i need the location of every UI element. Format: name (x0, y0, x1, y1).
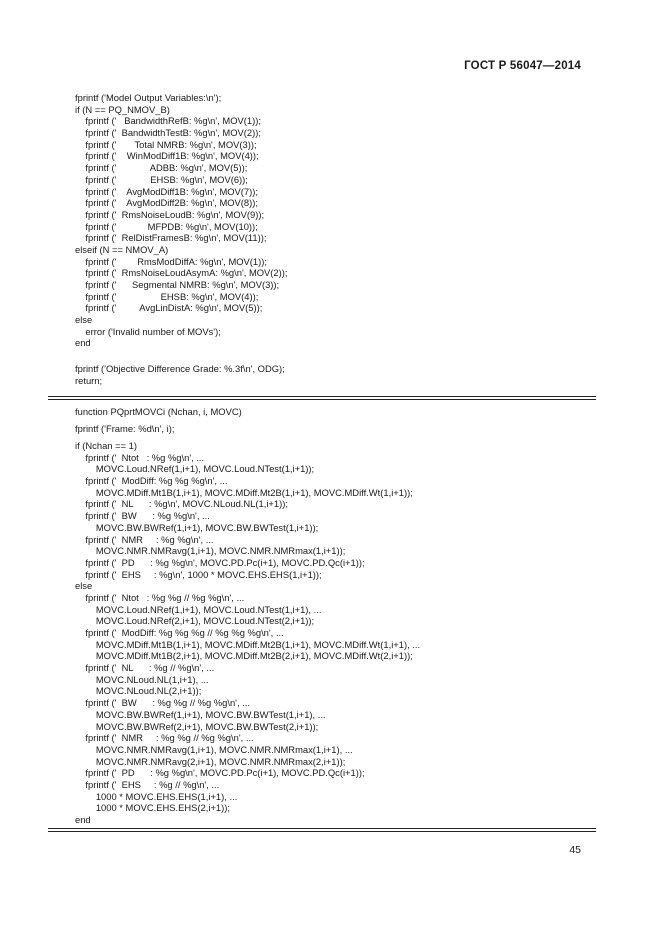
code-line: end (75, 337, 91, 349)
code-line: if (Nchan == 1) (75, 440, 138, 451)
code-line: end (75, 814, 91, 825)
code-line: fprintf (' EHS : %g // %g\n', ... (75, 778, 220, 790)
code-line: fprintf (' MFPDB: %g\n', MOV(10)); (75, 220, 258, 232)
section-divider-top-1 (48, 396, 596, 397)
code-line: fprintf (' ADBB: %g\n', MOV(5)); (75, 162, 248, 174)
code-line: fprintf (' BW : %g %g // %g %g\n', ... (75, 697, 250, 709)
code-line: fprintf (' WinModDiff1B: %g\n', MOV(4)); (75, 150, 259, 162)
code-line: 1000 * MOVC.EHS.EHS(2,i+1)); (75, 802, 230, 814)
code-line: fprintf (' RmsNoiseLoudAsymA: %g\n', MOV(2)); (75, 267, 288, 279)
section-divider-bottom-1 (48, 828, 596, 829)
code-line: MOVC.Loud.NRef(1,i+1), MOVC.Loud.NTest(1,i+1), ... (75, 603, 322, 615)
code-line: MOVC.NLoud.NL(1,i+1), ... (75, 673, 209, 685)
code-line: MOVC.BW.BWRef(2,i+1), MOVC.BW.BWTest(2,i+1)); (75, 720, 319, 732)
code-line: fprintf (' NL : %g\n', MOVC.NLoud.NL(1,i+1)); (75, 498, 288, 510)
code-block-frame-print (75, 423, 174, 435)
code-line: MOVC.MDiff.Mt1B(1,i+1), MOVC.MDiff.Mt2B(1,i+1), MOVC.MDiff.Wt(1,i+1), ... (75, 638, 421, 650)
code-line: MOVC.NLoud.NL(2,i+1)); (75, 685, 202, 697)
code-line: fprintf (' RmsNoiseLoudB: %g\n', MOV(9)); (75, 208, 265, 220)
code-line: MOVC.Loud.NRef(1,i+1), MOVC.Loud.NTest(1,i+1)); (75, 463, 315, 475)
code-block-model-output (75, 92, 288, 349)
code-line: MOVC.NMR.NMRavg(1,i+1), MOVC.NMR.NMRmax(1,i+1)); (75, 545, 346, 557)
code-line: MOVC.MDiff.Mt1B(1,i+1), MOVC.MDiff.Mt2B(1,i+1), MOVC.MDiff.Wt(1,i+1)); (75, 486, 413, 498)
code-line: else (75, 580, 93, 592)
code-line: MOVC.BW.BWRef(1,i+1), MOVC.BW.BWTest(1,i+1)); (75, 521, 319, 533)
code-line: fprintf (' AvgLinDistA: %g\n', MOV(5)); (75, 302, 263, 314)
code-line: fprintf (' NMR : %g %g\n', ... (75, 533, 214, 545)
code-line: fprintf (' Ntot : %g %g\n', ... (75, 451, 205, 463)
code-line: MOVC.NMR.NMRavg(2,i+1), MOVC.NMR.NMRmax(2,i+1)); (75, 755, 346, 767)
code-line: fprintf ('Model Output Variables:\n'); (75, 92, 222, 103)
code-line: else (75, 314, 93, 326)
code-block-objective-grade (75, 363, 285, 386)
code-line: error ('Invalid number of MOVs'); (75, 325, 221, 337)
code-line: fprintf (' Segmental NMRB: %g\n', MOV(3)); (75, 279, 280, 290)
code-line: fprintf (' NL : %g // %g\n', ... (75, 662, 215, 674)
code-line: fprintf (' PD : %g %g\n', MOVC.PD.Pc(i+1), MOVC.PD.Qc(i+1)); (75, 767, 365, 779)
code-line: return; (75, 374, 103, 386)
document-standard-header: ГОСТ Р 56047—2014 (464, 60, 581, 72)
section-divider-top-2 (48, 399, 596, 400)
code-line: fprintf (' ModDiff: %g %g %g\n', ... (75, 475, 228, 487)
code-line: fprintf (' AvgModDiff2B: %g\n', MOV(8)); (75, 197, 258, 209)
code-line: fprintf (' BandwidthRefB: %g\n', MOV(1)); (75, 115, 261, 127)
page-number: 45 (569, 844, 581, 856)
code-line: fprintf ('Frame: %d\n', i); (75, 423, 175, 434)
code-line: fprintf (' NMR : %g %g // %g %g\n', ... (75, 732, 254, 744)
code-line: MOVC.NMR.NMRavg(1,i+1), MOVC.NMR.NMRmax(1,i+1), ... (75, 743, 353, 755)
code-line: fprintf (' EHSB: %g\n', MOV(4)); (75, 290, 259, 302)
code-line: MOVC.Loud.NRef(2,i+1), MOVC.Loud.NTest(2,i+1)); (75, 615, 315, 627)
code-block-function-signature (75, 406, 242, 418)
code-line: MOVC.BW.BWRef(1,i+1), MOVC.BW.BWTest(1,i+1), ... (75, 708, 326, 720)
code-line: fprintf (' ModDiff: %g %g %g // %g %g %g\n', ... (75, 627, 284, 638)
code-line: fprintf (' Total NMRB: %g\n', MOV(3)); (75, 138, 257, 150)
code-line: fprintf (' AvgModDiff1B: %g\n', MOV(7)); (75, 185, 258, 197)
code-line: fprintf (' RmsModDiffA: %g\n', MOV(1)); (75, 255, 267, 267)
code-line: 1000 * MOVC.EHS.EHS(1,i+1), ... (75, 790, 238, 802)
code-line: fprintf (' EHS : %g\n', 1000 * MOVC.EHS.EHS(1,i+1)); (75, 568, 322, 580)
section-divider-bottom-2 (48, 831, 596, 832)
code-line: MOVC.MDiff.Mt1B(2,i+1), MOVC.MDiff.Mt2B(2,i+1), MOVC.MDiff.Wt(2,i+1)); (75, 650, 413, 662)
code-line: fprintf (' PD : %g %g\n', MOVC.PD.Pc(i+1), MOVC.PD.Qc(i+1)); (75, 556, 365, 568)
code-line: if (N == PQ_NMOV_B) (75, 103, 170, 115)
code-line: function PQprtMOVCi (Nchan, i, MOVC) (75, 406, 242, 417)
code-line: elseif (N == NMOV_A) (75, 243, 169, 255)
code-line: fprintf (' Ntot : %g %g // %g %g\n', ... (75, 591, 245, 603)
code-line: fprintf (' RelDistFramesB: %g\n', MOV(11)); (75, 232, 267, 244)
code-line: fprintf (' EHSB: %g\n', MOV(6)); (75, 173, 248, 185)
code-block-channel-branches (75, 440, 420, 826)
code-line: fprintf (' BandwidthTestB: %g\n', MOV(2)); (75, 127, 261, 139)
code-line: fprintf (' BW : %g %g\n', ... (75, 510, 210, 522)
code-line: fprintf ('Objective Difference Grade: %.3f\n', ODG); (75, 363, 285, 374)
